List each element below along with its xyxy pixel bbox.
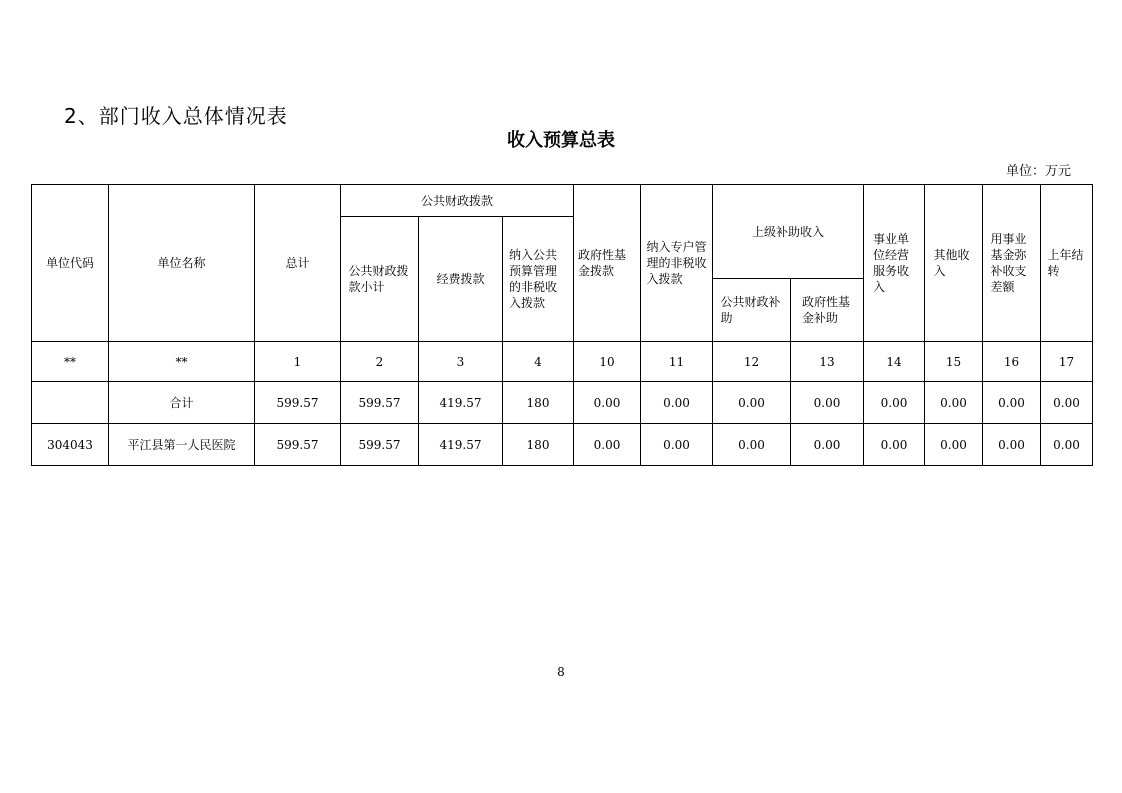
table-cell: 0.00 — [983, 382, 1041, 424]
table-cell: 0.00 — [1041, 424, 1093, 466]
header-operating-allocation: 经费拨款 — [419, 217, 503, 342]
table-cell: 599.57 — [341, 382, 419, 424]
header-gov-fund-allocation — [574, 185, 641, 342]
index-row — [32, 342, 1093, 382]
table-cell: 419.57 — [419, 424, 503, 466]
index-cell: 17 — [1041, 342, 1093, 382]
header-other-income — [925, 185, 983, 342]
index-cell: 16 — [983, 342, 1041, 382]
table-cell: 0.00 — [574, 382, 641, 424]
table-cell: 0.00 — [791, 382, 864, 424]
index-cell: 1 — [255, 342, 341, 382]
income-budget-table — [31, 184, 1093, 466]
header-prior-year-carryover-label: 上年结转 — [1047, 248, 1084, 278]
table-cell: 0.00 — [713, 424, 791, 466]
table-cell: 599.57 — [255, 424, 341, 466]
table-cell: 平江县第一人民医院 — [109, 424, 255, 466]
table-cell: 0.00 — [1041, 382, 1093, 424]
header-unit-name: 单位名称 — [109, 185, 255, 342]
table-cell: 599.57 — [255, 382, 341, 424]
table-cell: 0.00 — [864, 382, 925, 424]
table-cell: 0.00 — [791, 424, 864, 466]
index-cell: 2 — [341, 342, 419, 382]
unit-note: 单位：万元 — [1006, 164, 1072, 179]
header-non-tax-in-budget — [503, 217, 574, 342]
header-total: 总计 — [255, 185, 341, 342]
table-cell: 180 — [503, 424, 574, 466]
index-cell: 12 — [713, 342, 791, 382]
table-row-total — [32, 382, 1093, 424]
header-public-finance-subsidy-label: 公共财政补助 — [720, 295, 781, 325]
header-fund-balance-cover-label: 用事业基金弥补收支差额 — [990, 232, 1027, 294]
index-cell: 10 — [574, 342, 641, 382]
header-fund-balance-cover — [983, 185, 1041, 342]
table-cell: 0.00 — [983, 424, 1041, 466]
header-public-finance-subtotal-label: 公共财政拨款小计 — [348, 264, 409, 294]
header-business-income-label: 事业单位经营服务收入 — [873, 232, 910, 294]
table-cell: 0.00 — [641, 382, 713, 424]
table-cell: 0.00 — [864, 424, 925, 466]
table-cell: 0.00 — [925, 424, 983, 466]
table-cell: 0.00 — [574, 424, 641, 466]
header-gov-fund-allocation-label: 政府性基金拨款 — [578, 248, 627, 278]
table-title: 收入预算总表 — [507, 130, 615, 151]
header-gov-fund-subsidy — [791, 279, 864, 342]
index-cell: ** — [32, 342, 109, 382]
table-row — [32, 424, 1093, 466]
table-cell: 419.57 — [419, 382, 503, 424]
header-public-finance-group: 公共财政拨款 — [341, 185, 574, 217]
index-cell: 15 — [925, 342, 983, 382]
header-business-income — [864, 185, 925, 342]
header-public-finance-subsidy — [713, 279, 791, 342]
table-cell: 合计 — [109, 382, 255, 424]
table-cell: 180 — [503, 382, 574, 424]
table-cell — [32, 382, 109, 424]
table-cell: 0.00 — [641, 424, 713, 466]
index-cell: 3 — [419, 342, 503, 382]
table-cell: 304043 — [32, 424, 109, 466]
section-heading: 2、部门收入总体情况表 — [64, 104, 288, 128]
header-non-tax-special-label: 纳入专户管理的非税收入拨款 — [646, 240, 707, 286]
header-non-tax-in-budget-label: 纳入公共预算管理的非税收入拨款 — [509, 248, 558, 310]
table-cell: 0.00 — [713, 382, 791, 424]
header-prior-year-carryover — [1041, 185, 1093, 342]
header-other-income-label: 其他收入 — [933, 248, 970, 278]
index-cell: 11 — [641, 342, 713, 382]
header-non-tax-special — [641, 185, 713, 342]
header-gov-fund-subsidy-label: 政府性基金补助 — [802, 295, 851, 325]
index-cell: ** — [109, 342, 255, 382]
header-unit-code: 单位代码 — [32, 185, 109, 342]
index-cell: 13 — [791, 342, 864, 382]
header-superior-subsidy-group: 上级补助收入 — [713, 185, 864, 279]
table-cell: 0.00 — [925, 382, 983, 424]
header-public-finance-subtotal — [341, 217, 419, 342]
table-cell: 599.57 — [341, 424, 419, 466]
page-number: 8 — [557, 665, 565, 679]
index-cell: 14 — [864, 342, 925, 382]
index-cell: 4 — [503, 342, 574, 382]
